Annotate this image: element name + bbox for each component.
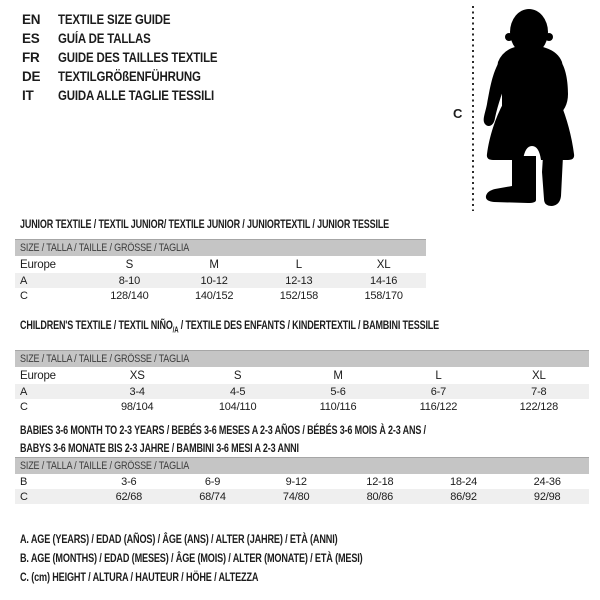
table-title-text: [20, 217, 389, 231]
table-title: [15, 217, 426, 231]
language-label: TEXTILGRÖßENFÜHRUNG: [58, 69, 201, 84]
row-label-cell: Europe: [20, 369, 56, 382]
table-row: [15, 288, 426, 303]
table-row: [15, 256, 426, 273]
table-title: [15, 421, 589, 457]
value-cell: 14-16: [370, 274, 398, 287]
value-cell: 158/170: [364, 289, 403, 302]
table-title-line: [20, 421, 589, 439]
table-title-segment: CHILDREN'S TEXTILE / TEXTIL NIÑO: [20, 318, 173, 332]
value-cell: XS: [129, 369, 145, 382]
table-row: [15, 489, 589, 504]
value-cell: S: [233, 369, 242, 382]
value-cell: 5-6: [330, 385, 346, 398]
table-row: [15, 399, 589, 414]
value-cell: 110/116: [319, 400, 357, 413]
value-cell: 6-9: [204, 475, 221, 488]
language-code: ES: [22, 31, 40, 46]
value-cell: 12-13: [285, 274, 313, 287]
value-cell: 116/122: [419, 400, 458, 413]
language-label: GUÍA DE TALLAS: [58, 31, 151, 46]
table-title-segment: JUNIOR TEXTILE / TEXTIL JUNIOR/ TEXTILE JUNIOR / JUNIORTEXTIL / JUNIOR TESSILE: [20, 217, 390, 231]
row-label-cell: A: [20, 385, 28, 398]
value-cell: S: [125, 258, 134, 271]
table-title-line: [20, 217, 426, 231]
language-row: [22, 67, 246, 86]
value-cell: 9-12: [285, 475, 307, 488]
value-cell: 18-24: [449, 475, 478, 488]
table-title-segment: BABYS 3-6 MONATE BIS 2-3 JAHRE / BAMBINI 3-6 MESI A 2-3 ANNI: [20, 441, 299, 455]
value-cell: 6-7: [430, 385, 447, 398]
table-title-text: [20, 318, 439, 337]
language-label: TEXTILE SIZE GUIDE: [58, 12, 171, 27]
value-cell: 152/158: [279, 289, 319, 302]
value-cell: M: [333, 369, 343, 382]
table-title-segment: BABIES 3-6 MONTH TO 2-3 YEARS / BEBÉS 3-6 MESES A 2-3 AÑOS / BÉBÉS 3-6 MOIS À 2-3 ANS /: [20, 423, 426, 437]
value-cell: 68/74: [199, 490, 226, 503]
height-dotted-line: [472, 6, 474, 211]
value-cell: XL: [376, 258, 391, 271]
language-code: EN: [22, 12, 41, 27]
value-cell: 4-5: [229, 385, 246, 398]
language-row: [22, 29, 246, 48]
value-cell: 24-36: [533, 475, 561, 488]
size-header-bar: [15, 350, 589, 367]
table-title: [15, 318, 589, 337]
value-cell: M: [209, 258, 219, 271]
value-cell: L: [295, 258, 302, 271]
row-label-cell: C: [20, 400, 28, 413]
table-title-line: [20, 318, 589, 337]
value-cell: 3-4: [129, 385, 145, 398]
row-label-cell: C: [20, 490, 28, 503]
language-code: DE: [22, 69, 41, 84]
value-cell: 7-8: [531, 385, 547, 398]
value-cell: 98/104: [120, 400, 154, 413]
language-block: [22, 10, 246, 105]
language-code: FR: [22, 50, 40, 65]
language-row: [22, 10, 246, 29]
table-title-segment: /A: [172, 325, 179, 335]
value-cell: 12-18: [366, 475, 394, 488]
junior-textile-table: [15, 217, 426, 303]
value-cell: 104/110: [218, 400, 257, 413]
row-label-cell: Europe: [20, 258, 56, 271]
value-cell: 86/92: [450, 490, 477, 503]
size-header-text: SIZE / TALLA / TAILLE / GRÖSSE / TAGLIA: [20, 353, 190, 366]
row-label-cell: B: [20, 475, 28, 488]
value-cell: 80/86: [366, 490, 394, 503]
language-label: GUIDA ALLE TAGLIE TESSILI: [58, 88, 214, 103]
value-cell: 128/140: [110, 289, 149, 302]
table-title-line: [20, 439, 589, 457]
table-row: [15, 474, 589, 489]
table-row: [15, 367, 589, 384]
value-cell: 3-6: [121, 475, 137, 488]
babies-textile-table: [15, 421, 589, 504]
footnote: [20, 551, 471, 570]
height-marker-label: C: [453, 106, 463, 121]
language-label: GUIDE DES TAILLES TEXTILE: [58, 50, 218, 65]
value-cell: 92/98: [533, 490, 561, 503]
language-row: [22, 48, 246, 67]
language-code: IT: [22, 88, 34, 103]
value-cell: 140/152: [194, 289, 234, 302]
footnote: [20, 532, 471, 551]
table-title-text: [20, 421, 426, 439]
value-cell: 74/80: [282, 490, 310, 503]
footnote-text: A. AGE (YEARS) / EDAD (AÑOS) / ÂGE (ANS) / ALTER (JAHRE) / ETÀ (ANNI): [20, 532, 338, 546]
value-cell: 10-12: [200, 274, 228, 287]
table-row: [15, 273, 426, 288]
value-cell: 8-10: [118, 274, 140, 287]
language-row: [22, 86, 246, 105]
footnote-block: [20, 532, 471, 589]
row-label-cell: C: [20, 289, 28, 302]
footnote: [20, 570, 471, 589]
value-cell: 122/128: [519, 400, 559, 413]
table-title-segment: / TEXTILE DES ENFANTS / KINDERTEXTIL / BAMBINI TESSILE: [178, 318, 440, 332]
value-cell: L: [435, 369, 442, 382]
size-header-bar: [15, 457, 589, 474]
size-header-text: SIZE / TALLA / TAILLE / GRÖSSE / TAGLIA: [20, 460, 190, 472]
table-row: [15, 384, 589, 399]
footnote-text: C. (cm) HEIGHT / ALTURA / HAUTEUR / HÖHE / ALTEZZA: [20, 570, 259, 584]
footnote-text: B. AGE (MONTHS) / EDAD (MESES) / ÂGE (MOIS) / ALTER (MONATE) / ETÀ (MESI): [20, 551, 363, 565]
size-header-text: SIZE / TALLA / TAILLE / GRÖSSE / TAGLIA: [20, 242, 190, 254]
toddler-silhouette-icon: [480, 4, 580, 210]
table-title-text: [20, 439, 299, 457]
value-cell: XL: [531, 369, 546, 382]
children-textile-table: [15, 318, 589, 414]
size-header-bar: [15, 239, 426, 256]
value-cell: 62/68: [115, 490, 143, 503]
row-label-cell: A: [20, 274, 28, 287]
